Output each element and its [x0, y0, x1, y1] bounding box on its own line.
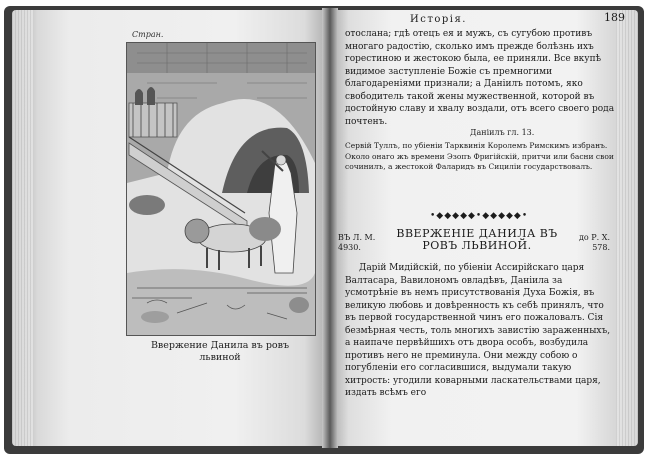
plate-header: Стран.: [132, 30, 164, 39]
engraving-daniel-lions-den: [126, 42, 316, 336]
plate-caption-line: львиной: [199, 352, 241, 363]
margin-date-right: [560, 233, 610, 253]
running-title: Исторія.: [410, 14, 467, 25]
source-reference: Даніилъ гл. 13.: [470, 128, 535, 137]
margin-date-left: [338, 233, 392, 253]
paragraph: Дарій Мидійскій, по убіеніи Ассирійскаго царя Валтасара, Вавилономъ овладѣвъ, Даніила за усмотрѣніе въ немъ присутствованія Духа Божія, въ великую любовь и довѣренность къ себѣ принялъ, что въ первой государственной чинъ его пожаловалъ. Сія безмѣрная честь, толь многихъ завистію зараженныхъ, а наипаче первѣйшихъ отъ двора особъ, возбудила противъ него не преминула. Они между собою о погубленіи его согласившися, выдумали такую хитрость: угодили коварными ласкательствами царя, издать всѣмъ его: [345, 263, 611, 398]
margin-date-line: 4930.: [338, 243, 361, 252]
margin-date-line: 578.: [592, 243, 610, 252]
section-heading-line: ВВЕРЖЕНІЕ ДАНИЛА ВЪ: [396, 227, 558, 240]
margin-date-line: до Р. Х.: [579, 233, 610, 242]
paragraph: отослана; гдѣ отецъ ея и мужъ, съ сугубою противъ многаго радостію, сколько имъ прежде болѣзнь ихъ горестиною и жестокою была, ее приняли. Все вкупѣ видимое заступленіе Божіе съ премногими благодареніями признали; а Даніилъ потомъ, яко свободитель такой жены мужественной, которой въ достойную славу и хвалу воздали, отъ всего своего рода почтенъ.: [345, 29, 615, 127]
page-edges: [12, 10, 34, 446]
book-gutter: [322, 8, 338, 448]
section-heading-line: РОВЪ ЛЬВИНОЙ.: [422, 239, 532, 252]
page-edges: [616, 10, 638, 446]
page-number: 189: [604, 11, 625, 24]
section-heading: [393, 228, 561, 252]
margin-date-line: ВЪ Л. М.: [338, 233, 376, 242]
historical-note: Сервій Туллъ, по убіеніи Тарквинія Королемъ Римскимъ избранъ. Около онаго жъ времени Эзопъ Фригійскій, притчи или басни свои сочинилъ, а жестокой Фаларидъ въ Сициліи государствовалъ.: [345, 141, 614, 171]
ornament-divider: •◆◆◆◆◆•◆◆◆◆◆•: [430, 211, 529, 221]
plate-caption-line: Ввержение Данила въ ровъ: [150, 340, 290, 351]
plate-caption: [120, 340, 320, 364]
